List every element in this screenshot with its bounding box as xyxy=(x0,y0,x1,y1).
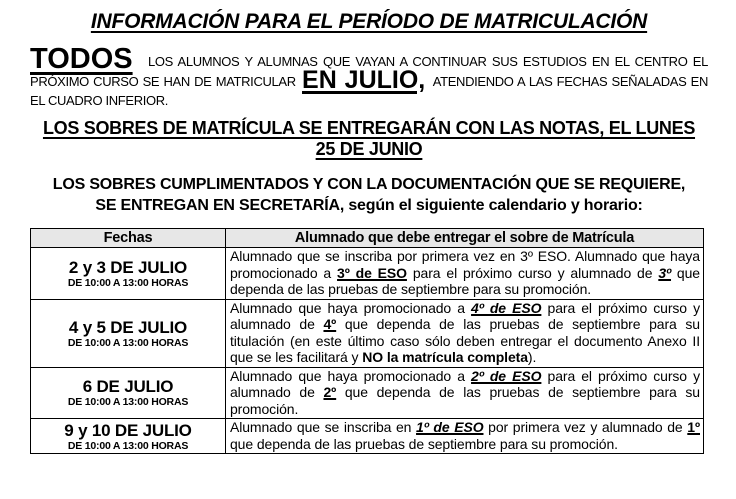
intro-text-after: ATENDIENDO A LAS FECHAS SEÑALADAS EN EL CUADRO INFERIOR. xyxy=(30,74,708,108)
instructions-paragraph: LOS SOBRES CUMPLIMENTADOS Y CON LA DOCUMENTACIÓN QUE SE REQUIERE, SE ENTREGAN EN SECRETARÍA, según el siguiente calendario y horario: xyxy=(52,176,686,214)
page-title-text: INFORMACIÓN PARA EL PERÍODO DE MATRICULACIÓN xyxy=(90,10,648,33)
description-segment: para el próximo curso y alumnado de xyxy=(230,299,701,332)
date-cell xyxy=(31,248,226,300)
description-segment: 2º xyxy=(323,384,337,400)
date-cell xyxy=(31,419,226,454)
description-segment: 2º de ESO xyxy=(471,367,542,384)
description-segment: 3º de ESO xyxy=(337,264,407,281)
schedule-table-header xyxy=(31,229,704,248)
description-segment: que dependa de las pruebas de septiembre para su titulación (en este último caso sólo deben entregar el documento Anexo II que se les facilitará y xyxy=(230,316,700,365)
description-segment: para el próximo curso y alumnado de xyxy=(230,367,701,400)
description-segment: que dependa de las pruebas de septiembre para su promoción. xyxy=(230,264,700,297)
description-cell xyxy=(226,248,704,300)
table-row xyxy=(31,419,704,454)
page-title xyxy=(30,10,708,34)
description-segment: 1º xyxy=(687,419,700,435)
description-segment: Alumnado que se inscriba en xyxy=(230,419,417,435)
date-text: 2 y 3 DE JULIO xyxy=(68,257,188,277)
table-row xyxy=(31,248,704,300)
description-segment: que dependa de las pruebas de septiembre para su promoción. xyxy=(230,435,618,452)
notice-heading xyxy=(33,118,705,160)
header-row xyxy=(31,229,704,248)
time-text: DE 10:00 A 13:00 HORAS xyxy=(67,439,189,452)
time-text: DE 10:00 A 13:00 HORAS xyxy=(67,276,189,289)
schedule-table xyxy=(30,228,704,454)
description-cell xyxy=(226,367,704,419)
date-text: 6 DE JULIO xyxy=(82,377,174,397)
table-row xyxy=(31,299,704,367)
description-segment: Alumnado que haya promocionado a xyxy=(230,299,472,316)
description-cell xyxy=(226,299,704,367)
description-segment: que dependa de las pruebas de septiembre para su promoción. xyxy=(230,384,700,417)
time-text: DE 10:00 A 13:00 HORAS xyxy=(67,336,189,349)
description-segment: 4º xyxy=(323,316,337,332)
description-segment: por primera vez y alumnado de xyxy=(483,419,688,435)
intro-lead: TODOS xyxy=(30,43,133,75)
schedule-table-body xyxy=(31,248,704,454)
date-text: 9 y 10 DE JULIO xyxy=(64,420,192,440)
description-segment: 1º de ESO xyxy=(416,419,484,435)
time-text: DE 10:00 A 13:00 HORAS xyxy=(67,396,189,409)
date-cell xyxy=(31,299,226,367)
notice-heading-text: LOS SOBRES DE MATRÍCULA SE ENTREGARÁN CON LAS NOTAS, EL LUNES 25 DE JUNIO xyxy=(42,118,696,159)
description-segment: Alumnado que haya promocionado a xyxy=(230,367,472,384)
intro-paragraph xyxy=(30,43,709,110)
header-fechas: Fechas xyxy=(31,229,226,248)
description-cell xyxy=(226,419,704,454)
description-segment: 4º de ESO xyxy=(471,299,542,316)
description-segment: Alumnado que se inscriba por primera vez en 3º ESO. Alumnado que haya promocionado a xyxy=(230,248,700,281)
description-segment: para el próximo curso y alumnado de xyxy=(406,264,659,281)
intro-highlight: EN JULIO, xyxy=(302,66,426,94)
description-segment: ). xyxy=(527,349,537,365)
description-segment: NO la matrícula completa xyxy=(362,349,528,365)
date-text: 4 y 5 DE JULIO xyxy=(68,317,188,337)
description-segment: 3º xyxy=(658,264,672,281)
date-cell xyxy=(31,367,226,419)
table-row xyxy=(31,367,704,419)
intro-text-before: LOS ALUMNOS Y ALUMNAS QUE VAYAN A CONTINUAR SUS ESTUDIOS EN EL CENTRO EL PRÓXIMO CURSO SE HAN DE MATRICULAR xyxy=(30,54,709,89)
header-alumnado: Alumnado que debe entregar el sobre de Matrícula xyxy=(226,229,704,248)
